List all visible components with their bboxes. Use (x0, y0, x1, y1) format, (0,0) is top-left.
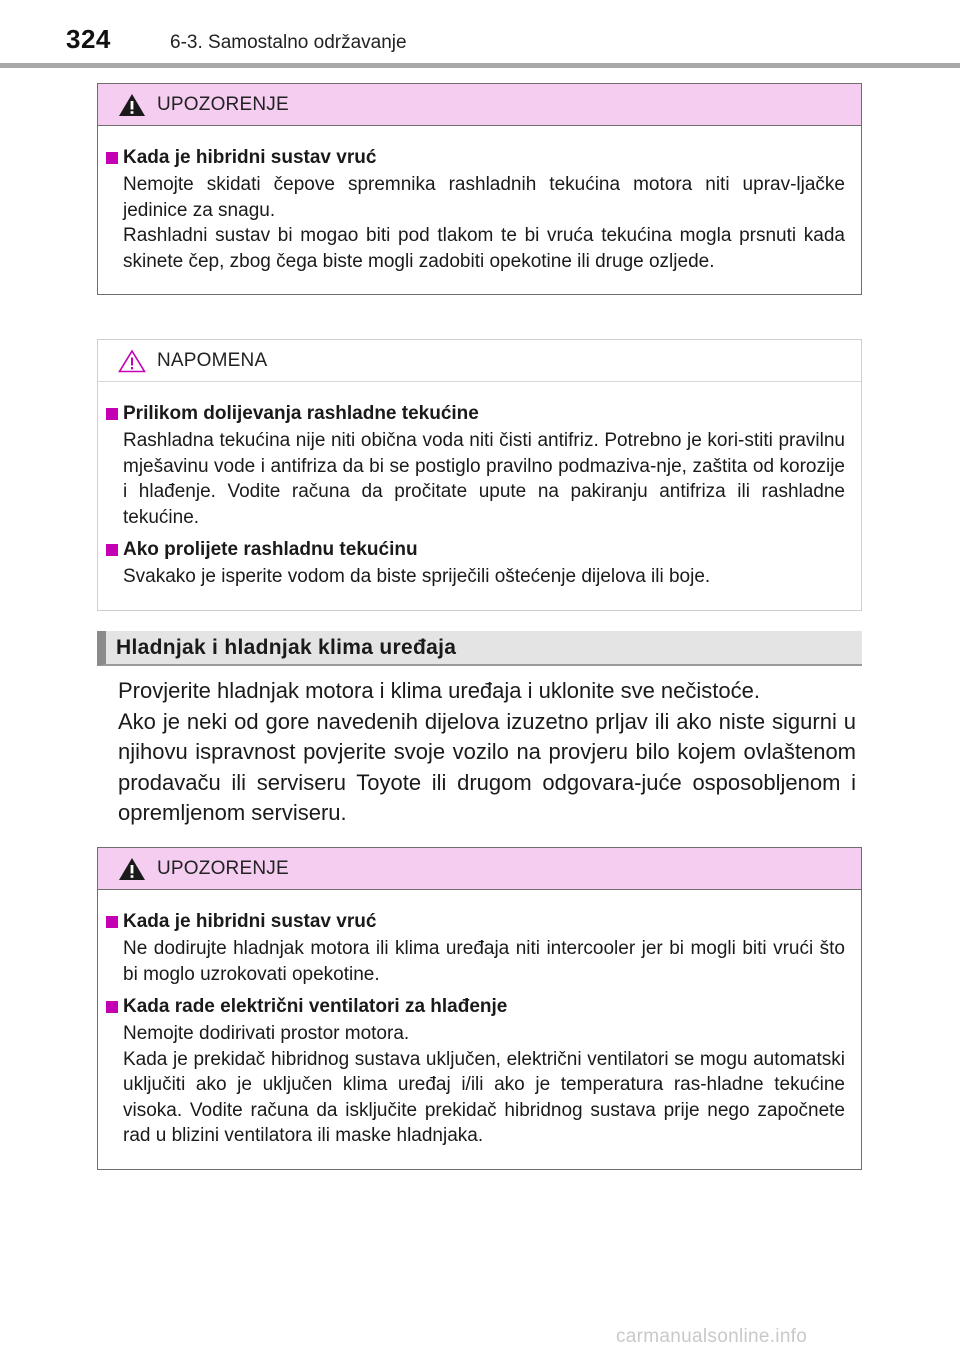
body-paragraph: Provjerite hladnjak motora i klima uređaja i uklonite sve nečistoće. (118, 678, 760, 703)
item-text (123, 172, 845, 274)
warning-box-radiator (97, 847, 862, 1170)
item-text (123, 564, 845, 590)
item-heading-text: Ako prolijete rashladnu tekućinu (123, 539, 418, 560)
item-paragraph: Nemojte skidati čepove spremnika rashladnih tekućina motora niti uprav-ljačke jedinice za snagu. (123, 174, 845, 221)
item-paragraph: Kada je prekidač hibridnog sustava uključen, električni ventilatori se mogu automatski uključiti ako je uključen klima uređaj i/ili ako je temperatura ras-hladne tekućine visoka. Vodite računa da isključite prekidač hibridnog sustava prije nego započnete rad u blizini ventilatora ili maske hladnjaka. (123, 1048, 845, 1146)
page-header (0, 0, 960, 70)
caution-triangle-icon (118, 349, 146, 373)
item-text (123, 936, 845, 987)
header-rule (0, 63, 960, 68)
notice-box-header (98, 340, 861, 382)
item-paragraph: Ne dodirujte hladnjak motora ili klima uređaja niti intercooler jer bi mogli biti vrući što bi moglo uzrokovati opekotine. (123, 938, 845, 985)
body-paragraph: Ako je neki od gore navedenih dijelova izuzetno prljav ili ako niste sigurni u njihovu ispravnost povjerite svoje vozilo na provjeru bilo kojem ovlaštenom prodavaču ili serviseru Toyote ili drugom odgovara-juće osposobljenom i opremljenom serviseru. (118, 708, 856, 825)
warning-box-title: UPOZORENJE (157, 858, 289, 879)
section-title: 6-3. Samostalno održavanje (170, 32, 407, 53)
item-text (123, 1021, 845, 1149)
warning-box-header (98, 84, 861, 126)
subsection-title: Hladnjak i hladnjak klima uređaja (116, 636, 457, 659)
item-heading (106, 538, 845, 562)
item-paragraph: Rashladni sustav bi mogao biti pod tlakom te bi vruća tekućina mogla prsnuti kada skinete čep, zbog čega biste mogli zadobiti opekotine ili druge ozljede. (123, 225, 845, 272)
bullet-square-icon (106, 916, 118, 928)
warning-box-body (98, 890, 861, 1169)
notice-box-body (98, 382, 861, 610)
warning-box-title: UPOZORENJE (157, 94, 289, 115)
warning-box-header (98, 848, 861, 890)
notice-box (97, 339, 862, 611)
item-paragraph: Rashladna tekućina nije niti obična voda niti čisti antifriz. Potrebno je kori-stiti pravilnu mješavinu vode i antifriza da bi se postiglo pravilno podmaziva-nje, zaštita od korozije i hlađenje. Vodite računa da pročitate upute na pakiranju antifriza ili rashladne tekućine. (123, 430, 845, 528)
item-paragraph: Svakako je isperite vodom da biste spriječili oštećenje dijelova ili boje. (123, 566, 711, 587)
item-heading-text: Kada je hibridni sustav vruć (123, 911, 377, 932)
page-number: 324 (66, 24, 111, 54)
item-text (123, 428, 845, 530)
body-text (118, 676, 856, 829)
bullet-square-icon (106, 544, 118, 556)
bullet-square-icon (106, 408, 118, 420)
item-heading-text: Kada rade električni ventilatori za hlađenje (123, 996, 508, 1017)
bullet-square-icon (106, 152, 118, 164)
watermark: carmanualsonline.info (616, 1326, 808, 1347)
item-heading (106, 995, 845, 1019)
item-heading-text: Kada je hibridni sustav vruć (123, 147, 377, 168)
item-heading (106, 402, 845, 426)
subsection-heading (97, 631, 862, 666)
item-paragraph: Nemojte dodirivati prostor motora. (123, 1023, 410, 1044)
warning-triangle-icon (118, 857, 146, 881)
warning-box-body (98, 126, 861, 294)
item-heading (106, 910, 845, 934)
warning-box-hybrid-hot (97, 83, 862, 295)
warning-triangle-icon (118, 93, 146, 117)
item-heading-text: Prilikom dolijevanja rashladne tekućine (123, 403, 479, 424)
bullet-square-icon (106, 1001, 118, 1013)
item-heading (106, 146, 845, 170)
notice-box-title: NAPOMENA (157, 350, 268, 371)
